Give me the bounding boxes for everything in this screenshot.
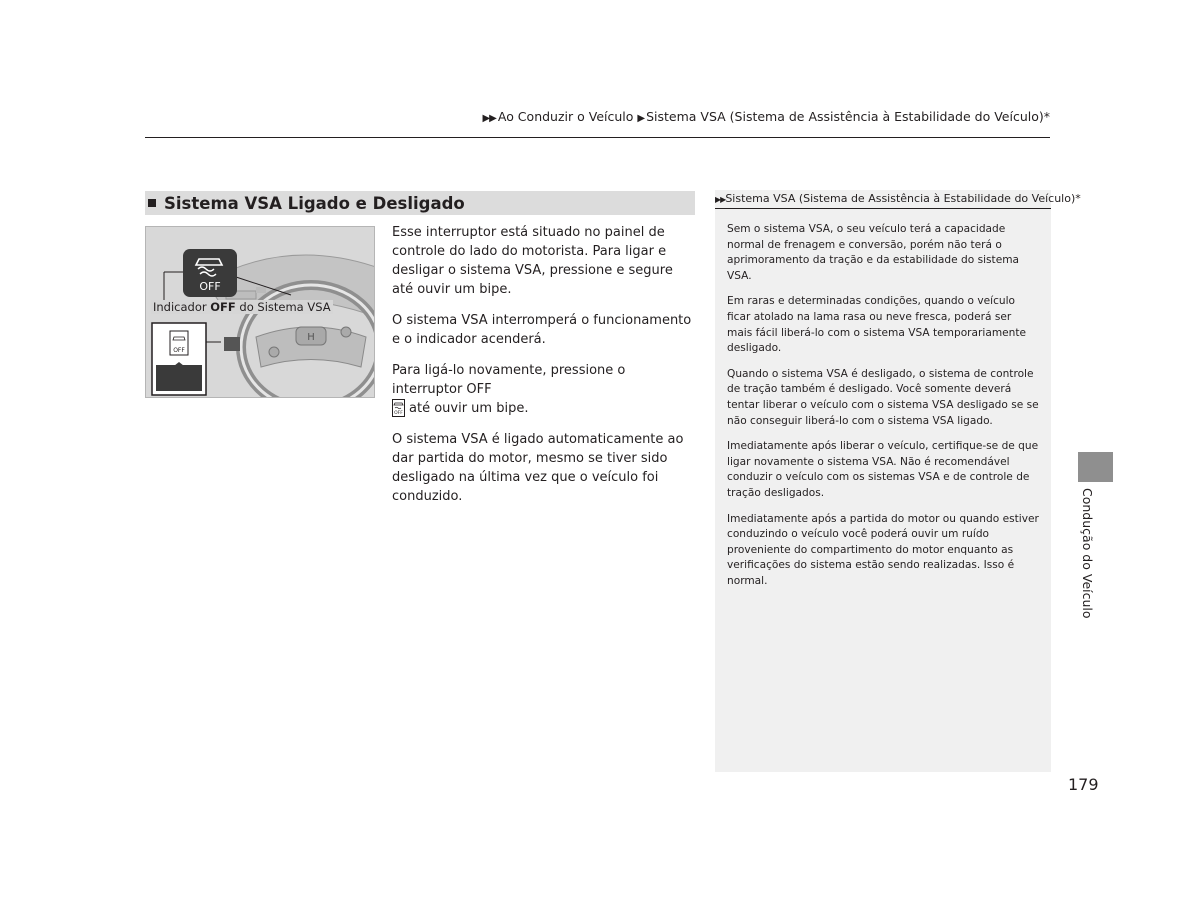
side-note-title: Sistema VSA (Sistema de Assistência à Estabilidade do Veículo)* bbox=[725, 192, 1081, 205]
breadcrumb bbox=[482, 109, 1050, 124]
paragraph-2: O sistema VSA interromperá o funcionamento e o indicador acenderá. bbox=[392, 313, 692, 347]
side-paragraph-1: Sem o sistema VSA, o seu veículo terá a capacidade normal de frenagem e conversão, porém não terá o aprimoramento da tração e da estabilidade do sistema VSA. bbox=[727, 223, 1020, 282]
header-rule bbox=[145, 137, 1050, 138]
section-heading bbox=[145, 191, 695, 215]
side-paragraph-3: Quando o sistema VSA é desligado, o sistema de controle de tração também é desligado. Você somente deverá tentar liberar o veículo com o sistema VSA desligado se se não conseguir liberá-lo com o sistema VSA ligado. bbox=[727, 367, 1039, 427]
svg-text:OFF: OFF bbox=[394, 411, 403, 416]
vsa-indicator-label bbox=[151, 300, 333, 314]
breadcrumb-item-2: Sistema VSA (Sistema de Assistência à Estabilidade do Veículo)* bbox=[646, 109, 1050, 124]
main-text-column bbox=[392, 223, 697, 518]
side-paragraph-4: Imediatamente após liberar o veículo, certifique-se de que ligar novamente o sistema VSA. Não é recomendável conduzir o veículo com os sistemas VSA e de controle de tração desligados. bbox=[727, 440, 1039, 499]
vsa-off-button-icon bbox=[392, 399, 405, 417]
reference-arrow-icon: ▶▶ bbox=[715, 195, 726, 204]
side-note-body bbox=[727, 222, 1039, 599]
indicator-prefix: Indicador bbox=[153, 300, 207, 314]
side-paragraph-2: Em raras e determinadas condições, quando o veículo ficar atolado na lama rasa ou neve fresca, poderá ser mais fácil liberá-lo com o sistema VSA temporariamente desligado. bbox=[727, 295, 1027, 355]
paragraph-3 bbox=[392, 361, 697, 418]
chapter-tab-label: Condução do Veículo bbox=[1080, 488, 1095, 619]
side-note-heading bbox=[715, 191, 1081, 209]
svg-text:OFF: OFF bbox=[173, 347, 185, 354]
svg-text:OFF: OFF bbox=[199, 280, 221, 293]
section-title: Sistema VSA Ligado e Desligado bbox=[164, 193, 465, 213]
square-bullet-icon bbox=[148, 199, 156, 207]
indicator-suffix: do Sistema VSA bbox=[239, 300, 331, 314]
paragraph-1: Esse interruptor está situado no painel de controle do lado do motorista. Para ligar e desligar o sistema VSA, pressione e segure até ouvir um bipe. bbox=[392, 225, 673, 297]
paragraph-4: O sistema VSA é ligado automaticamente ao dar partida do motor, mesmo se tiver sido desligado na última vez que o veículo foi conduzido. bbox=[392, 432, 684, 504]
double-triangle-icon: ▶▶ bbox=[482, 113, 496, 124]
breadcrumb-item-1: Ao Conduzir o Veículo bbox=[497, 109, 634, 124]
page-number: 179 bbox=[1068, 775, 1099, 794]
chapter-tab-marker bbox=[1078, 452, 1113, 482]
svg-text:H: H bbox=[307, 332, 315, 343]
indicator-off-text: OFF bbox=[210, 300, 236, 314]
paragraph-3-b: até ouvir um bipe. bbox=[409, 401, 529, 416]
triangle-icon: ▶ bbox=[637, 113, 645, 124]
side-paragraph-5: Imediatamente após a partida do motor ou quando estiver conduzindo o veículo você poderá ouvir um ruído proveniente do compartimento do motor enquanto as verificações do sistema estão sendo realizadas. Isso é normal. bbox=[727, 512, 1039, 587]
paragraph-3-a: Para ligá-lo novamente, pressione o interruptor OFF bbox=[392, 363, 626, 397]
